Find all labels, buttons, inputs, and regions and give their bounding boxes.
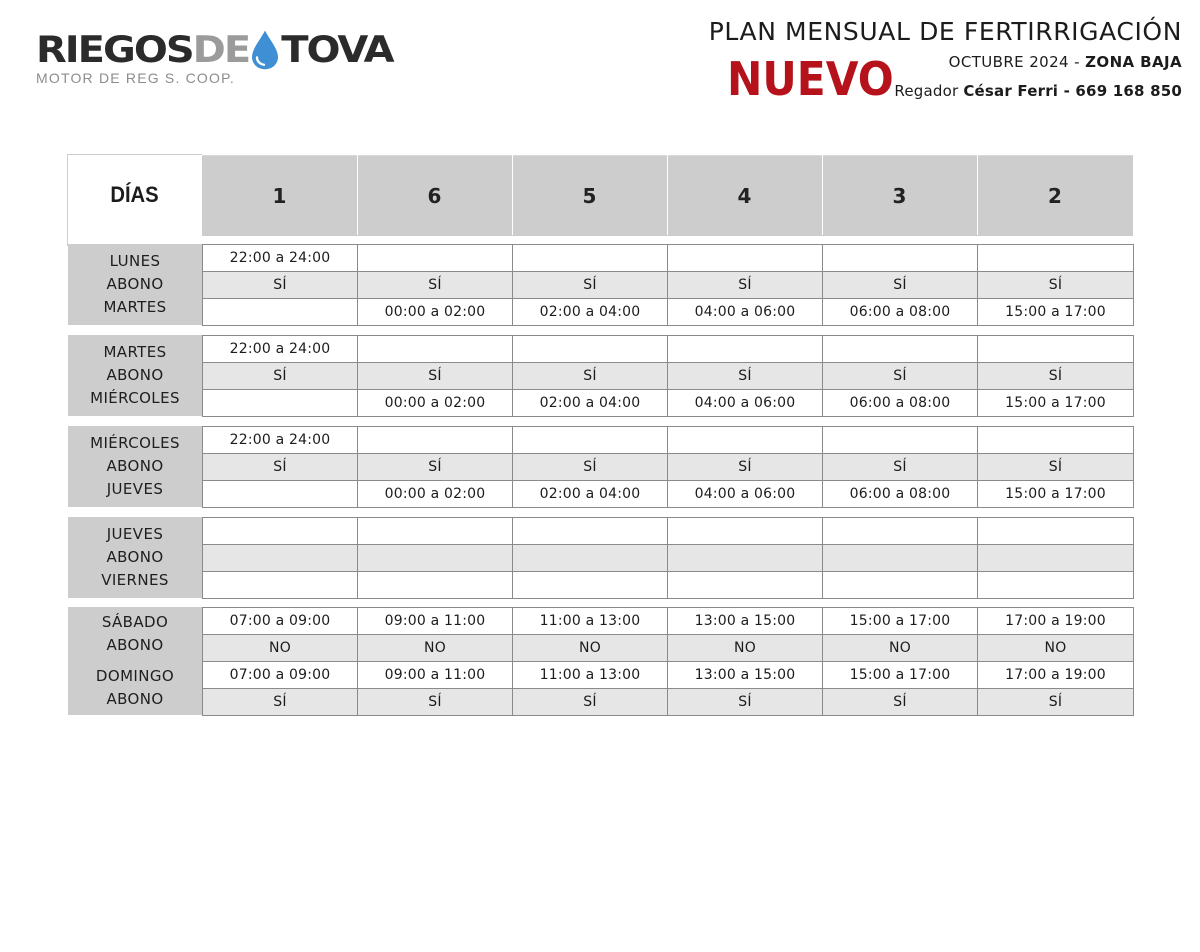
schedule-cell (357, 544, 513, 572)
day-label-line: ABONO (106, 636, 164, 654)
regador-phone: 669 168 850 (1075, 82, 1182, 100)
water-drop-icon (250, 29, 280, 71)
day-label-line: MARTES (103, 343, 167, 361)
day-label-line: JUEVES (106, 525, 164, 543)
day-group-label (68, 607, 202, 661)
schedule-cell: 13:00 a 15:00 (667, 661, 823, 689)
day-label-line: MARTES (103, 298, 167, 316)
schedule-cell (202, 544, 358, 572)
regador-name: César Ferri (963, 82, 1059, 100)
schedule-cell: SÍ (667, 453, 823, 481)
schedule-cell (667, 335, 823, 363)
schedule-cell: SÍ (822, 271, 978, 299)
day-label-line: JUEVES (106, 480, 164, 498)
regador-separator: - (1058, 82, 1076, 100)
schedule-cell: 22:00 a 24:00 (202, 426, 358, 454)
dias-header: DÍAS (110, 182, 159, 207)
schedule-cell: SÍ (822, 362, 978, 390)
schedule-cell: SÍ (822, 453, 978, 481)
day-group-label (68, 244, 202, 325)
logo-word-de: DE (192, 28, 250, 72)
schedule-cell: NO (977, 634, 1134, 662)
schedule-cell: 15:00 a 17:00 (822, 661, 978, 689)
day-label-line: LUNES (109, 252, 161, 270)
day-label-line: VIERNES (101, 571, 169, 589)
schedule-cell: SÍ (357, 688, 513, 716)
schedule-cell: 11:00 a 13:00 (512, 607, 668, 635)
schedule-cell (667, 244, 823, 272)
schedule-cell (977, 426, 1134, 454)
schedule-cell: 07:00 a 09:00 (202, 607, 358, 635)
column-header-divider (357, 155, 358, 235)
day-label-line: ABONO (106, 275, 164, 293)
schedule-cell (357, 244, 513, 272)
schedule-cell (977, 335, 1134, 363)
schedule-cell (512, 544, 668, 572)
schedule-cell (202, 571, 358, 599)
schedule-cell (822, 544, 978, 572)
schedule-cell: SÍ (977, 362, 1134, 390)
schedule-cell: NO (667, 634, 823, 662)
schedule-cell (202, 298, 358, 326)
schedule-cell: 02:00 a 04:00 (512, 389, 668, 417)
schedule-cell: SÍ (202, 271, 358, 299)
logo-wordmark (36, 26, 393, 74)
logo-word-tova: TOVA (281, 28, 393, 72)
schedule-cell: 02:00 a 04:00 (512, 480, 668, 508)
schedule-cell: 02:00 a 04:00 (512, 298, 668, 326)
schedule-cell: 06:00 a 08:00 (822, 480, 978, 508)
schedule-cell (667, 571, 823, 599)
schedule-cell: 09:00 a 11:00 (357, 607, 513, 635)
schedule-cell: 09:00 a 11:00 (357, 661, 513, 689)
column-header: 3 (822, 155, 977, 236)
month-label: OCTUBRE 2024 (948, 53, 1069, 71)
plan-title: PLAN MENSUAL DE FERTIRRIGACIÓN (708, 17, 1182, 46)
day-group-label (68, 661, 202, 715)
schedule-cell: 07:00 a 09:00 (202, 661, 358, 689)
day-group-label (68, 335, 202, 416)
schedule-cell: SÍ (822, 688, 978, 716)
regador-line (894, 82, 1182, 100)
schedule-cell: 06:00 a 08:00 (822, 389, 978, 417)
schedule-cell (667, 426, 823, 454)
schedule-cell: 00:00 a 02:00 (357, 298, 513, 326)
day-label-line: ABONO (106, 690, 164, 708)
schedule-cell (357, 426, 513, 454)
month-zone-line (949, 53, 1182, 71)
schedule-cell: 04:00 a 06:00 (667, 298, 823, 326)
day-label-line: DOMINGO (95, 667, 175, 685)
schedule-cell (822, 571, 978, 599)
schedule-cell: SÍ (667, 362, 823, 390)
schedule-cell (977, 517, 1134, 545)
schedule-cell: 15:00 a 17:00 (977, 480, 1134, 508)
schedule-cell (822, 335, 978, 363)
schedule-cell: 15:00 a 17:00 (977, 298, 1134, 326)
schedule-cell (357, 517, 513, 545)
schedule-cell: SÍ (357, 271, 513, 299)
schedule-cell (357, 335, 513, 363)
schedule-cell: NO (202, 634, 358, 662)
logo-subtitle: MOTOR DE REG S. COOP. (36, 70, 235, 86)
schedule-cell (512, 571, 668, 599)
schedule-cell: SÍ (202, 362, 358, 390)
column-header: 2 (977, 155, 1133, 236)
schedule-cell (667, 544, 823, 572)
day-label-line: ABONO (106, 457, 164, 475)
column-header-divider (512, 155, 513, 235)
column-header: 5 (512, 155, 667, 236)
schedule-cell: 17:00 a 19:00 (977, 661, 1134, 689)
column-header-divider (822, 155, 823, 235)
day-label-line: SÁBADO (101, 613, 169, 631)
zone-label: ZONA BAJA (1085, 53, 1182, 71)
schedule-cell: NO (357, 634, 513, 662)
column-header-divider (977, 155, 978, 235)
schedule-cell (357, 571, 513, 599)
schedule-cell: SÍ (512, 271, 668, 299)
schedule-cell: SÍ (667, 271, 823, 299)
month-separator: - (1068, 53, 1086, 71)
schedule-cell (977, 244, 1134, 272)
schedule-cell (667, 517, 823, 545)
column-header: 1 (202, 155, 357, 236)
day-label-line: ABONO (106, 548, 164, 566)
schedule-cell: SÍ (202, 453, 358, 481)
schedule-cell (822, 517, 978, 545)
schedule-cell: SÍ (512, 688, 668, 716)
schedule-cell: SÍ (977, 271, 1134, 299)
nuevo-badge: NUEVO (727, 52, 894, 106)
column-header: 4 (667, 155, 822, 236)
schedule-cell: SÍ (357, 362, 513, 390)
schedule-cell: 15:00 a 17:00 (822, 607, 978, 635)
company-logo (36, 24, 393, 86)
schedule-cell: SÍ (977, 453, 1134, 481)
schedule-cell: 00:00 a 02:00 (357, 389, 513, 417)
day-group-label (68, 426, 202, 507)
schedule-cell (202, 480, 358, 508)
schedule-cell: SÍ (512, 453, 668, 481)
schedule-cell: 04:00 a 06:00 (667, 480, 823, 508)
regador-prefix: Regador (894, 82, 964, 100)
logo-word-riegos: RIEGOS (36, 28, 193, 72)
column-header-divider (667, 155, 668, 235)
schedule-cell (512, 244, 668, 272)
schedule-cell: 13:00 a 15:00 (667, 607, 823, 635)
schedule-cell: NO (512, 634, 668, 662)
schedule-cell: 22:00 a 24:00 (202, 244, 358, 272)
schedule-cell: NO (822, 634, 978, 662)
schedule-cell: 15:00 a 17:00 (977, 389, 1134, 417)
schedule-cell (202, 389, 358, 417)
column-header: 6 (357, 155, 512, 236)
schedule-cell (977, 544, 1134, 572)
schedule-cell (512, 335, 668, 363)
schedule-cell: SÍ (512, 362, 668, 390)
schedule-cell: SÍ (977, 688, 1134, 716)
schedule-cell: 04:00 a 06:00 (667, 389, 823, 417)
schedule-cell: SÍ (202, 688, 358, 716)
day-group-label (68, 517, 202, 598)
schedule-cell: SÍ (357, 453, 513, 481)
schedule-cell (822, 244, 978, 272)
schedule-cell (512, 517, 668, 545)
schedule-cell: 17:00 a 19:00 (977, 607, 1134, 635)
schedule-cell (822, 426, 978, 454)
schedule-cell (977, 571, 1134, 599)
schedule-cell (512, 426, 668, 454)
schedule-cell (202, 517, 358, 545)
day-label-line: ABONO (106, 366, 164, 384)
schedule-cell: 06:00 a 08:00 (822, 298, 978, 326)
schedule-cell: 11:00 a 13:00 (512, 661, 668, 689)
schedule-cell: 22:00 a 24:00 (202, 335, 358, 363)
schedule-cell: SÍ (667, 688, 823, 716)
day-label-line: MIÉRCOLES (90, 434, 180, 452)
day-label-line: MIÉRCOLES (90, 389, 180, 407)
schedule-cell: 00:00 a 02:00 (357, 480, 513, 508)
